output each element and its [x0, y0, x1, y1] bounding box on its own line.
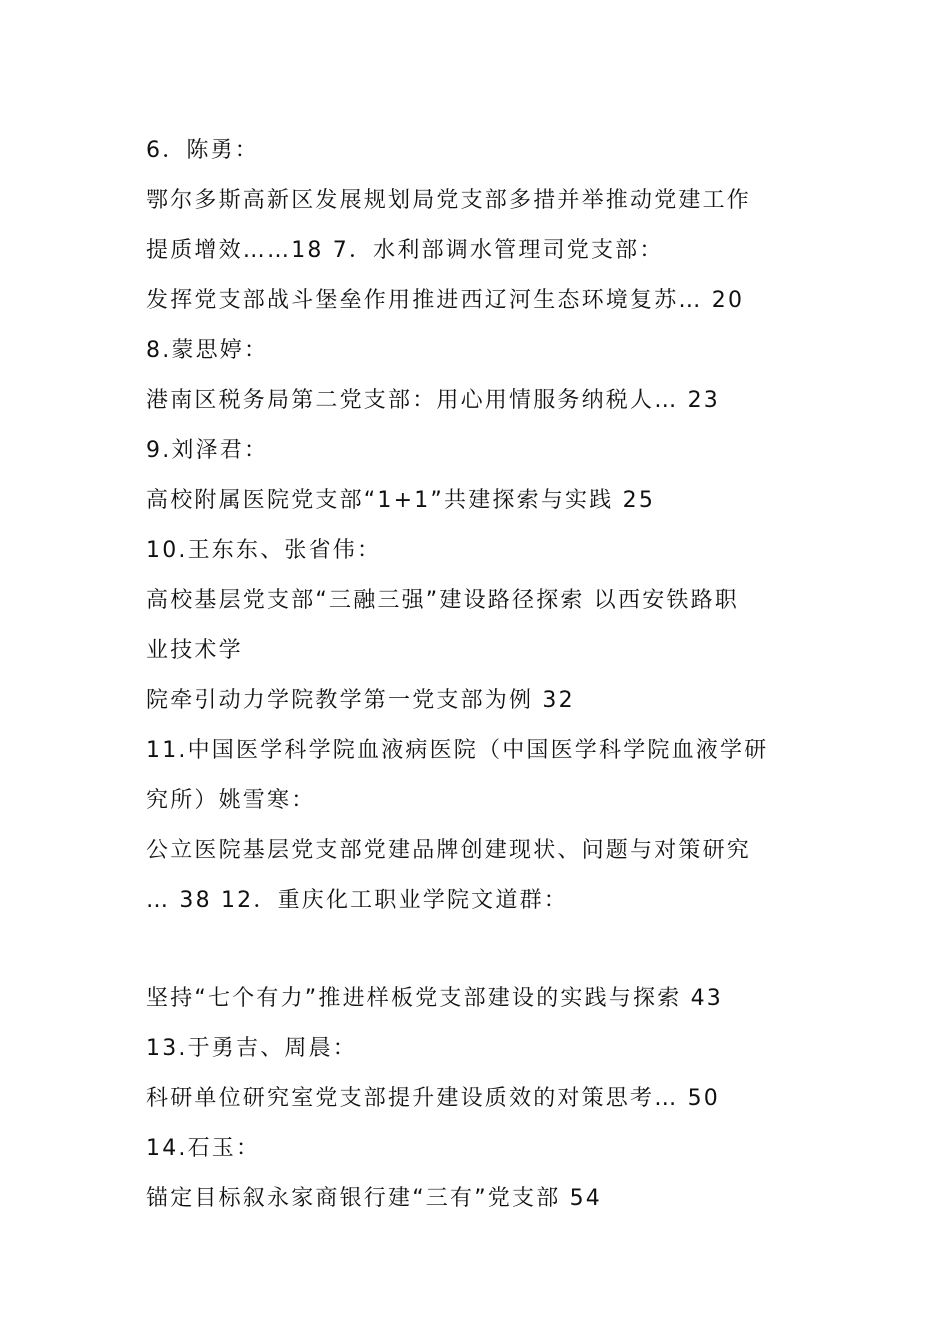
toc-entry-10-title-line3: 院牵引动力学院教学第一党支部为例 32	[146, 688, 575, 713]
toc-entry-10-title-line2: 业技术学	[146, 638, 243, 663]
toc-entry-6-title: 鄂尔多斯高新区发展规划局党支部多措并举推动党建工作	[146, 188, 752, 213]
toc-entry-14-title: 锚定目标叙永家商银行建“三有”党支部 54	[146, 1186, 602, 1211]
toc-entry-11-page-and-12-author: … 38 12．重庆化工职业学院文道群：	[146, 888, 568, 913]
toc-entry-13-title: 科研单位研究室党支部提升建设质效的对策思考… 50	[146, 1086, 720, 1111]
toc-entry-7-title: 发挥党支部战斗堡垒作用推进西辽河生态环境复苏… 20	[146, 288, 745, 313]
toc-entry-11-author-line1: 11.中国医学科学院血液病医院（中国医学科学院血液学研	[146, 738, 769, 763]
toc-entry-10-author: 10.王东东、张省伟：	[146, 538, 382, 563]
toc-entry-13-author: 13.于勇吉、周晨：	[146, 1036, 357, 1061]
toc-entry-9-author: 9.刘泽君：	[146, 438, 269, 463]
toc-entry-14-author: 14.石玉：	[146, 1136, 261, 1161]
toc-entry-9-title: 高校附属医院党支部“1+1”共建探索与实践 25	[146, 488, 656, 513]
toc-entry-6-page-and-7-author: 提质增效……18 7．水利部调水管理司党支部：	[146, 238, 664, 263]
toc-entry-10-title-line1: 高校基层党支部“三融三强”建设路径探索 以西安铁路职	[146, 588, 739, 613]
toc-entry-11-title: 公立医院基层党支部党建品牌创建现状、问题与对策研究	[146, 838, 752, 863]
toc-entry-12-title: 坚持“七个有力”推进样板党支部建设的实践与探索 43	[146, 986, 723, 1011]
toc-entry-11-author-line2: 究所）姚雪寒：	[146, 788, 316, 813]
toc-entry-8-author: 8.蒙思婷：	[146, 338, 269, 363]
toc-entry-8-title: 港南区税务局第二党支部：用心用情服务纳税人… 23	[146, 388, 720, 413]
toc-entry-6-author: 6．陈勇：	[146, 138, 259, 163]
